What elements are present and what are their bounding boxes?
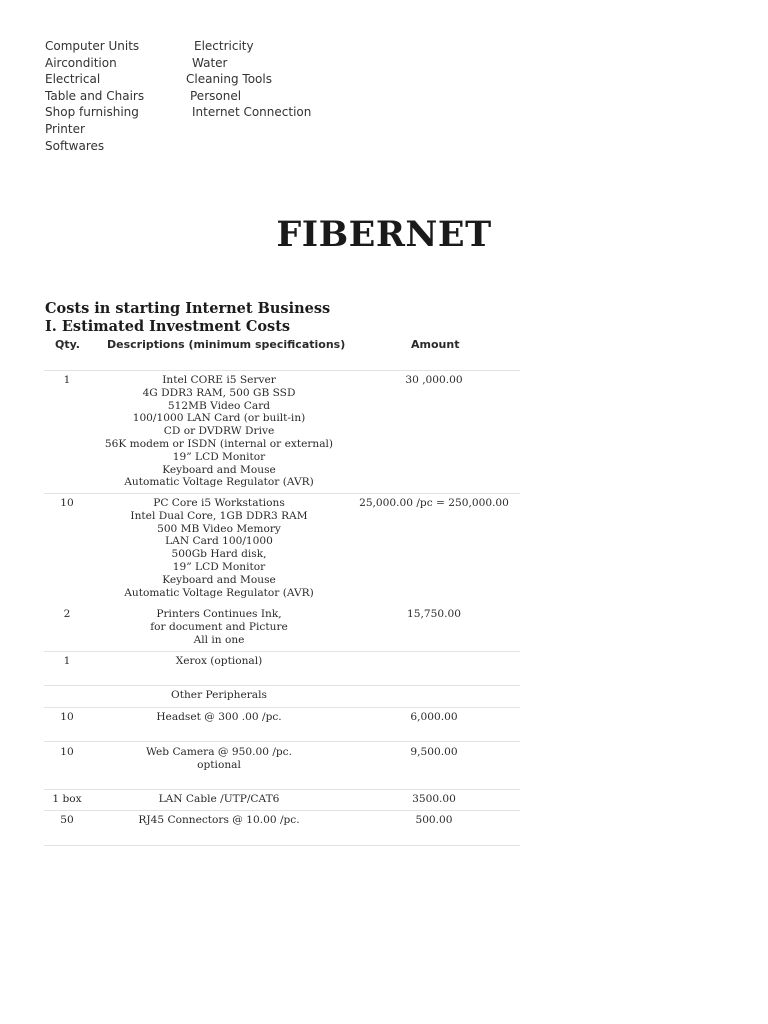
description-line: 100/1000 LAN Card (or built-in) (132, 412, 306, 425)
divider (44, 370, 520, 371)
list-item: Internet Connection (192, 105, 312, 120)
column-header-qty: Qty. (55, 338, 80, 351)
list-item: Softwares (45, 138, 105, 153)
list-item: Table and Chairs (45, 88, 145, 103)
description-cell (94, 655, 344, 668)
list-item: Personel (190, 88, 242, 103)
section-subheading: I. Estimated Investment Costs (45, 318, 291, 335)
divider (44, 845, 520, 846)
qty-cell: 1 (63, 655, 71, 667)
description-line: LAN Cable /UTP/CAT6 (158, 793, 280, 805)
description-line: Keyboard and Mouse (162, 463, 276, 476)
qty-cell: 10 (60, 497, 74, 509)
description-line: optional (197, 758, 241, 771)
description-line: Printers Continues Ink, (156, 608, 282, 620)
column-header-description: Descriptions (minimum specifications) (107, 338, 346, 351)
description-line: Xerox (optional) (175, 655, 263, 667)
description-line: CD or DVDRW Drive (163, 425, 275, 438)
description-cell (94, 374, 344, 489)
section-heading: Costs in starting Internet Business (45, 300, 331, 317)
description-line: Headset @ 300 .00 /pc. (156, 711, 282, 723)
description-cell (94, 793, 344, 806)
list-item: Shop furnishing (45, 105, 139, 120)
list-item: Printer (45, 121, 85, 136)
list-item: Computer Units (45, 39, 140, 53)
description-line: 19” LCD Monitor (172, 560, 266, 573)
amount-cell: 30 ,000.00 (405, 374, 463, 386)
description-cell (94, 689, 344, 702)
description-line: RJ45 Connectors @ 10.00 /pc. (138, 814, 300, 826)
description-line: Keyboard and Mouse (162, 573, 276, 586)
list-item: Electrical (45, 72, 101, 87)
description-line: 512MB Video Card (167, 399, 271, 412)
amount-cell: 15,750.00 (407, 608, 461, 620)
divider (44, 789, 520, 790)
amount-cell: 500.00 (415, 814, 453, 826)
amount-cell: 6,000.00 (410, 711, 458, 723)
amount-cell: 3500.00 (412, 793, 456, 805)
description-cell (94, 608, 344, 646)
amount-cell: 9,500.00 (410, 746, 458, 758)
description-line: Automatic Voltage Regulator (AVR) (124, 476, 314, 489)
description-line: 4G DDR3 RAM, 500 GB SSD (142, 386, 296, 399)
divider (44, 741, 520, 742)
description-line: Intel Dual Core, 1GB DDR3 RAM (130, 509, 308, 522)
page-title: FIBERNET (276, 214, 492, 255)
description-line: LAN Card 100/1000 (165, 535, 273, 548)
list-item: Water (192, 55, 228, 70)
divider (44, 685, 520, 686)
qty-cell: 1 (63, 374, 71, 386)
description-line: All in one (193, 633, 245, 646)
description-cell (94, 497, 344, 599)
list-item: Aircondition (45, 55, 117, 70)
column-header-amount: Amount (411, 338, 460, 351)
divider (44, 810, 520, 811)
qty-cell: 10 (60, 711, 74, 723)
qty-cell: 1 box (52, 793, 82, 805)
description-cell (94, 746, 344, 772)
list-item: Electricity (194, 39, 254, 53)
description-line: 19” LCD Monitor (172, 450, 266, 463)
qty-cell: 10 (60, 746, 74, 758)
description-cell (94, 814, 344, 827)
divider (44, 493, 520, 494)
qty-cell: 2 (63, 608, 71, 620)
qty-cell: 50 (60, 814, 74, 826)
description-line: Intel CORE i5 Server (162, 374, 276, 386)
description-line: 56K modem or ISDN (internal or external) (104, 437, 334, 450)
description-line: Automatic Voltage Regulator (AVR) (124, 586, 314, 599)
divider (44, 707, 520, 708)
description-line: Web Camera @ 950.00 /pc. (146, 746, 292, 758)
expense-list-left (45, 38, 144, 154)
expense-list-right (186, 38, 311, 121)
list-item: Cleaning Tools (186, 72, 272, 87)
description-line: 500 MB Video Memory (157, 522, 281, 535)
description-line: PC Core i5 Workstations (153, 497, 285, 509)
description-line: for document and Picture (150, 620, 288, 633)
description-cell (94, 711, 344, 724)
divider (44, 651, 520, 652)
amount-cell: 25,000.00 /pc = 250,000.00 (359, 497, 509, 509)
description-line: Other Peripherals (171, 689, 267, 701)
description-line: 500Gb Hard disk, (171, 548, 267, 561)
